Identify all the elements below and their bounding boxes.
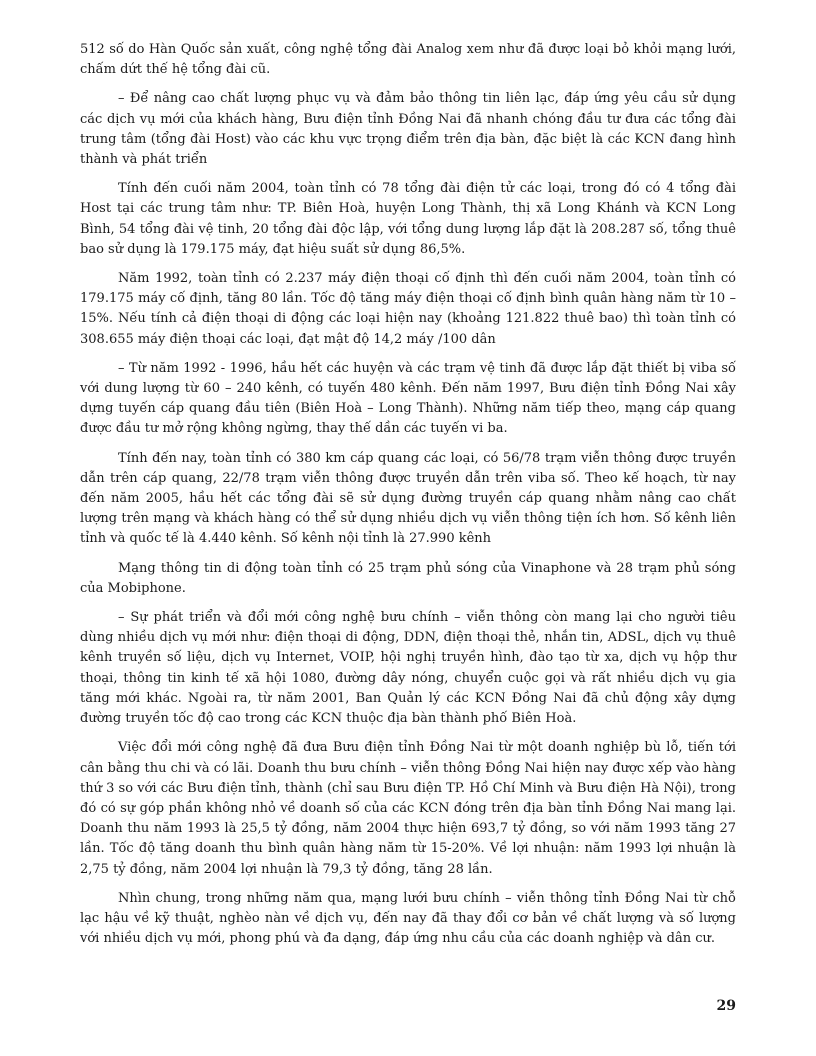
paragraph-conclusion: Nhìn chung, trong những năm qua, mạng lưới bưu chính – viễn thông tỉnh Đồng Nai từ chỗ lạc hậu về kỹ thuật, nghèo nàn về dịch vụ, đến nay đã thay đổi cơ bản về chất lượng và số lượng với nhiều dịch vụ mới, phong phú và đa dạng, đáp ứng nhu cầu của các doanh nghiệp và dân cư. xyxy=(80,890,736,947)
document-page xyxy=(80,40,736,958)
paragraph-microwave: – Từ năm 1992 - 1996, hầu hết các huyện và các trạm vệ tinh đã được lắp đặt thiết bị viba số với dung lượng từ 60 – 240 kênh, có tuyến 480 kênh. Đến năm 1997, Bưu điện tỉnh Đồng Nai xây dựng tuyến cáp quang đầu tiên (Biên Hoà – Long Thành). Những năm tiếp theo, mạng cáp quang được đầu tư mở rộng không ngừng, thay thế dần các tuyến vi ba. xyxy=(80,360,736,437)
paragraph-host-exchanges: – Để nâng cao chất lượng phục vụ và đảm bảo thông tin liên lạc, đáp ứng yêu cầu sử dụng các dịch vụ mới của khách hàng, Bưu điện tỉnh Đồng Nai đã nhanh chóng đầu tư đưa các tổng đài trung tâm (tổng đài Host) vào các khu vực trọng điểm trên địa bàn, đặc biệt là các KCN đang hình thành và phát triển xyxy=(80,91,736,168)
paragraph-continuation: 512 số do Hàn Quốc sản xuất, công nghệ tổng đài Analog xem như đã được loại bỏ khỏi mạng lưới, chấm dứt thế hệ tổng đài cũ. xyxy=(80,42,736,78)
paragraph-mobile-network: Mạng thông tin di động toàn tỉnh có 25 trạm phủ sóng của Vinaphone và 28 trạm phủ sóng của Mobiphone. xyxy=(80,560,736,596)
page-number: 29 xyxy=(716,998,736,1014)
paragraph-new-services: – Sự phát triển và đổi mới công nghệ bưu chính – viễn thông còn mang lại cho người tiêu dùng nhiều dịch vụ mới như: điện thoại di động, DDN, điện thoại thẻ, nhắn tin, ADSL, dịch vụ thuê kênh truyền số liệu, dịch vụ Internet, VOIP, hội nghị truyền hình, đào tạo từ xa, dịch vụ hộp thư thoại, thông tin kinh tế xã hội 1080, đường dây nóng, chuyển cuộc gọi và rất nhiều dịch vụ gia tăng mới khác. Ngoài ra, từ năm 2001, Ban Quản lý các KCN Đồng Nai đã chủ động xây dựng đường truyền tốc độ cao trong các KCN thuộc địa bàn thành phố Biên Hoà. xyxy=(80,610,736,727)
paragraph-fixed-phones: Năm 1992, toàn tỉnh có 2.237 máy điện thoại cố định thì đến cuối năm 2004, toàn tỉnh có 179.175 máy cố định, tăng 80 lần. Tốc độ tăng máy điện thoại cố định bình quân hàng năm từ 10 – 15%. Nếu tính cả điện thoại di động các loại hiện nay (khoảng 121.822 thuê bao) thì toàn tỉnh có 308.655 máy điện thoại các loại, đạt mật độ 14,2 máy /100 dân xyxy=(80,271,736,347)
paragraph-revenue: Việc đổi mới công nghệ đã đưa Bưu điện tỉnh Đồng Nai từ một doanh nghiệp bù lỗ, tiến tới cân bằng thu chi và có lãi. Doanh thu bưu chính – viễn thông Đồng Nai hiện nay được xếp vào hàng thứ 3 so với các Bưu điện tỉnh, thành (chỉ sau Bưu điện TP. Hồ Chí Minh và Bưu điện Hà Nội), trong đó có sự góp phần không nhỏ về doanh số của các KCN đóng trên địa bàn tỉnh Đồng Nai mang lại. Doanh thu năm 1993 là 25,5 tỷ đồng, năm 2004 thực hiện 693,7 tỷ đồng, so với năm 1993 tăng 27 lần. Tốc độ tăng doanh thu bình quân hàng năm từ 15-20%. Về lợi nhuận: năm 1993 lợi nhuận là 2,75 tỷ đồng, năm 2004 lợi nhuận là 79,3 tỷ đồng, tăng 28 lần. xyxy=(80,740,736,877)
paragraph-fiber-optic: Tính đến nay, toàn tỉnh có 380 km cáp quang các loại, có 56/78 trạm viễn thông được truyền dẫn trên cáp quang, 22/78 trạm viễn thông được truyền dẫn trên viba số. Theo kế hoạch, từ nay đến năm 2005, hầu hết các tổng đài sẽ sử dụng đường truyền cáp quang nhằm nâng cao chất lượng trên mạng và khách hàng có thể sử dụng nhiều dịch vụ viễn thông tiện ích hơn. Số kênh liên tỉnh và quốc tế là 4.440 kênh. Số kênh nội tỉnh là 27.990 kênh xyxy=(80,450,736,547)
paragraph-exchange-count: Tính đến cuối năm 2004, toàn tỉnh có 78 tổng đài điện tử các loại, trong đó có 4 tổng đài Host tại các trung tâm như: TP. Biên Hoà, huyện Long Thành, thị xã Long Khánh và KCN Long Bình, 54 tổng đài vệ tinh, 20 tổng đài độc lập, với tổng dung lượng lắp đặt là 208.287 số, tổng thuê bao sử dụng là 179.175 máy, đạt hiệu suất sử dụng 86,5%. xyxy=(80,181,736,257)
